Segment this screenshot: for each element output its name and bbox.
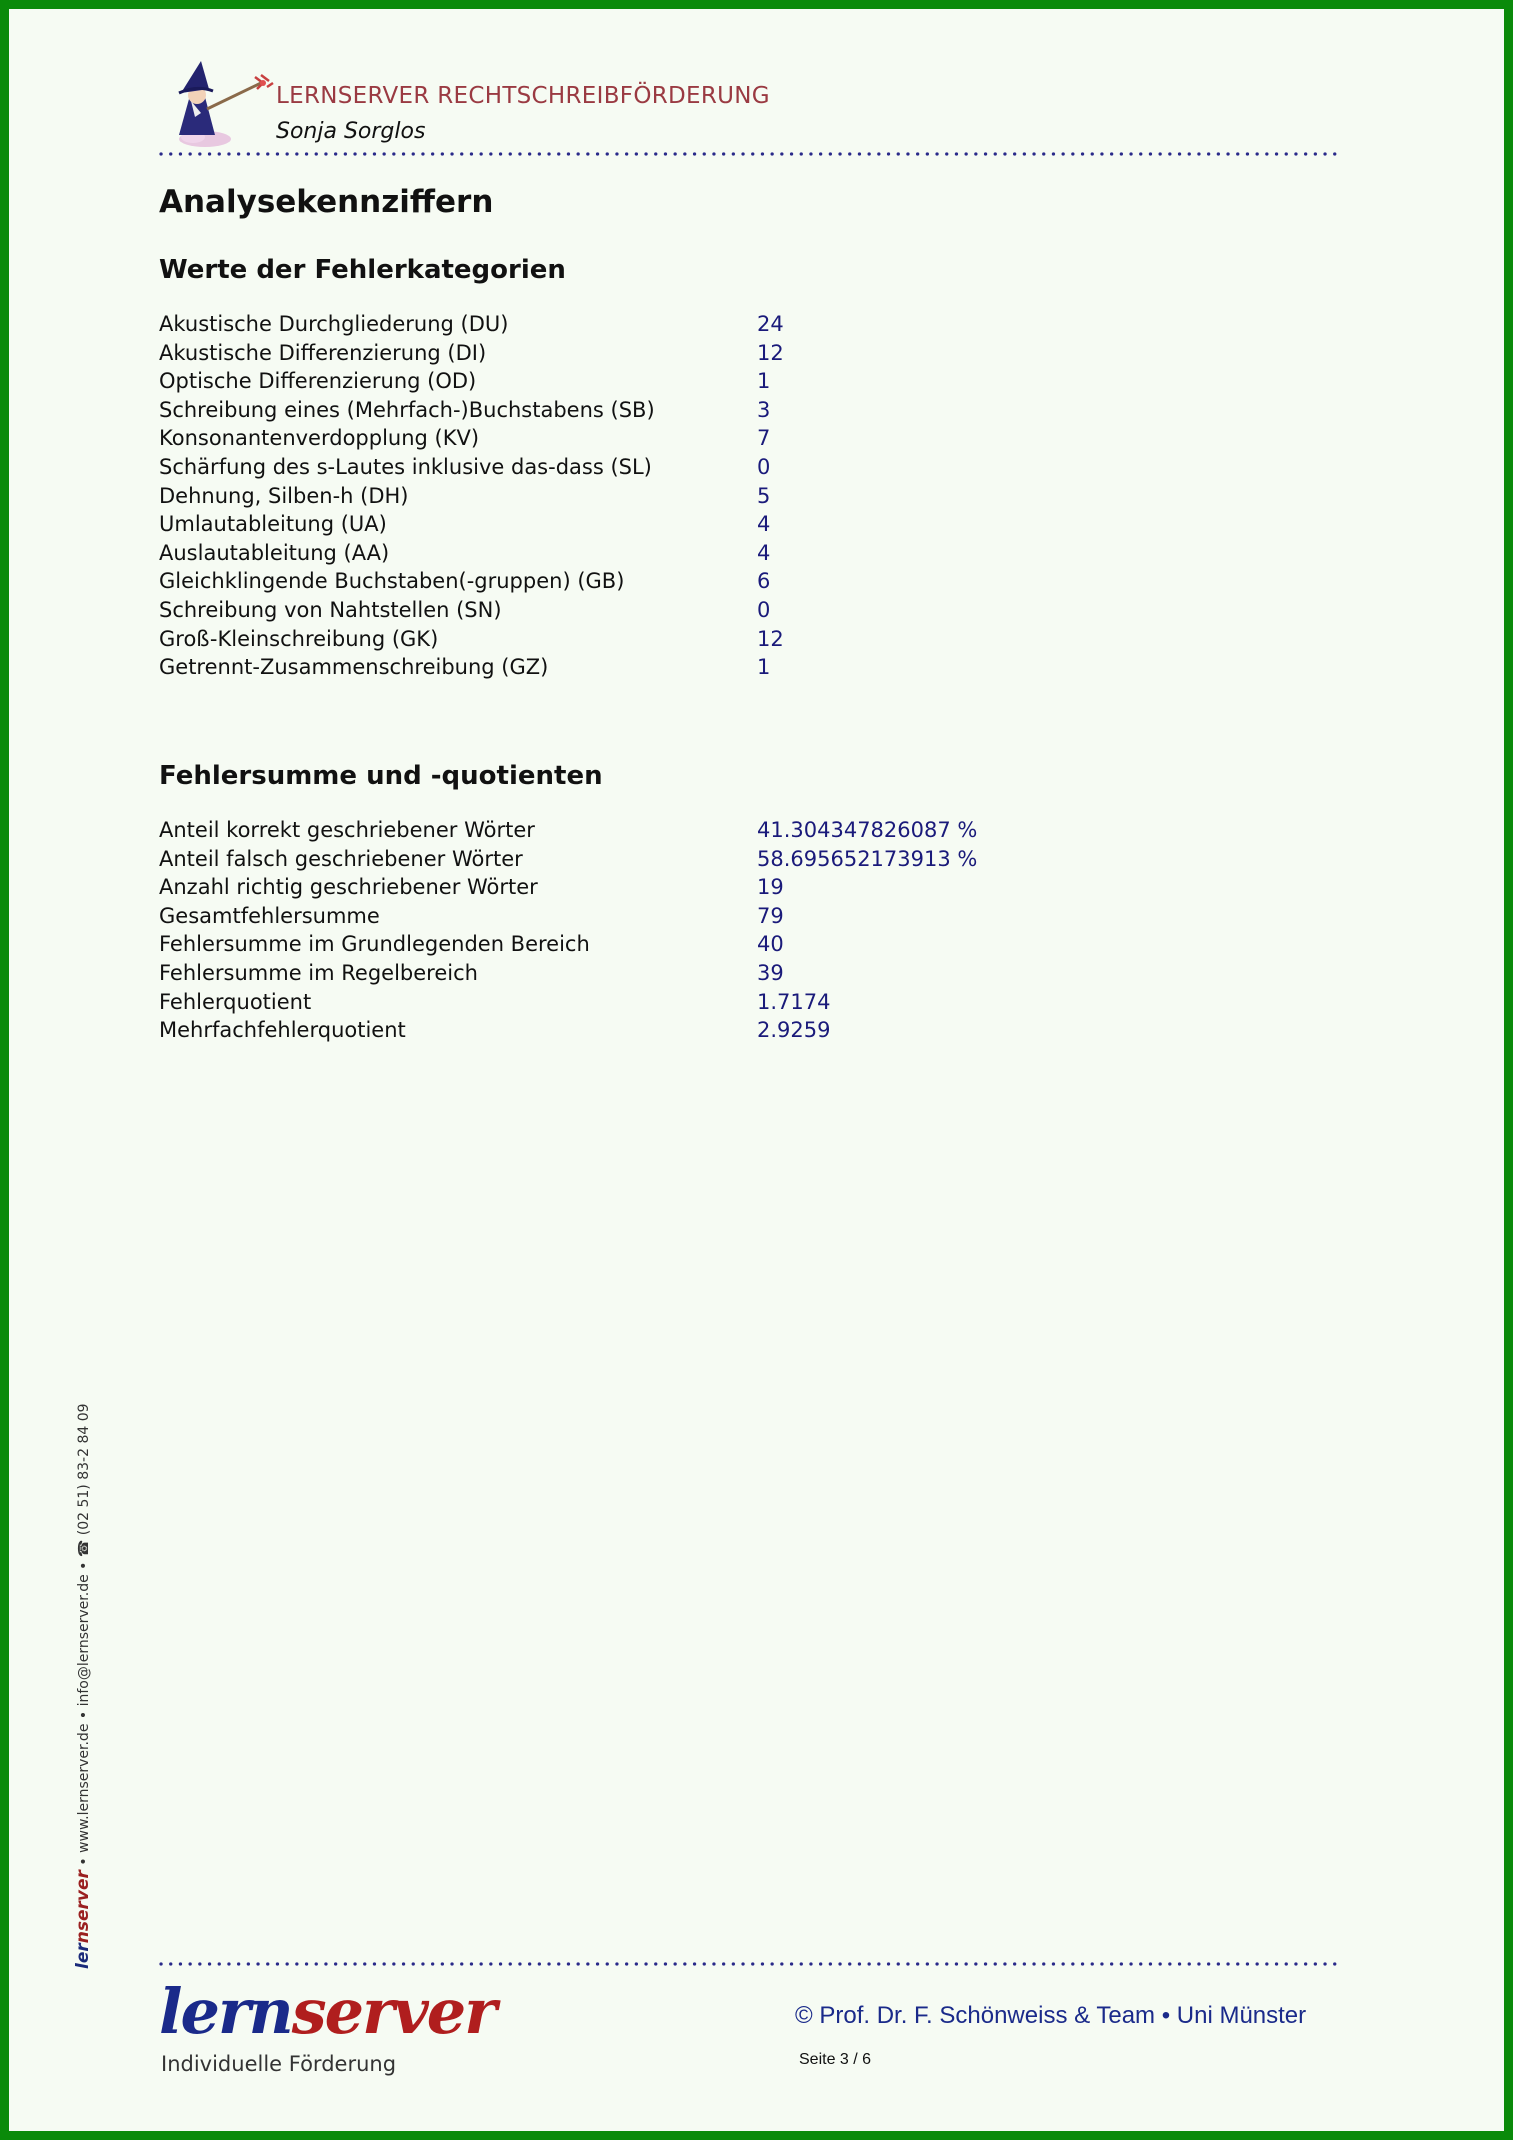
table-row — [159, 625, 1059, 654]
row-value: 1.7174 — [757, 989, 831, 1014]
brand-title: LERNSERVER RECHTSCHREIBFÖRDERUNG — [276, 83, 770, 109]
row-label: Anteil falsch geschriebener Wörter — [159, 846, 523, 871]
table-row — [159, 959, 1059, 988]
document-page — [9, 9, 1504, 2131]
row-label: Anteil korrekt geschriebener Wörter — [159, 818, 535, 842]
row-label: Anzahl richtig geschriebener Wörter — [159, 875, 538, 900]
row-value: 6 — [757, 569, 771, 594]
row-value: 12 — [757, 340, 784, 365]
table-row — [159, 653, 1059, 682]
footer-divider — [159, 1960, 1339, 1968]
sidebar-contact-text: • www.lernserver.de • info@lernserver.de • ☎ (02 51) 83-2 84 09 — [76, 1403, 92, 1866]
row-value: 24 — [757, 312, 784, 336]
sum-heading: Fehlersumme und -quotienten — [159, 761, 603, 791]
row-label: Akustische Durchgliederung (DU) — [159, 312, 509, 336]
row-value: 4 — [757, 512, 771, 537]
table-row — [159, 567, 1059, 596]
table-row — [159, 930, 1059, 959]
table-row — [159, 310, 1059, 339]
row-label: Optische Differenzierung (OD) — [159, 369, 477, 394]
row-label: Schärfung des s-Lautes inklusive das-dass (SL) — [159, 454, 652, 479]
row-label: Dehnung, Silben-h (DH) — [159, 483, 409, 508]
table-row — [159, 396, 1059, 425]
sidebar-contact — [73, 1403, 93, 1969]
row-label: Fehlersumme im Regelbereich — [159, 960, 478, 985]
table-row — [159, 453, 1059, 482]
row-value: 39 — [757, 960, 784, 985]
categories-heading: Werte der Fehlerkategorien — [159, 255, 566, 285]
table-row — [159, 988, 1059, 1017]
sidebar-logo: lernserver — [73, 1870, 93, 1969]
table-row — [159, 596, 1059, 625]
table-row — [159, 539, 1059, 568]
row-value: 19 — [757, 875, 784, 900]
row-label: Auslautableitung (AA) — [159, 540, 390, 565]
row-value: 12 — [757, 626, 784, 651]
row-label: Groß-Kleinschreibung (GK) — [159, 626, 439, 651]
table-row — [159, 367, 1059, 396]
footer-logo-server: server — [291, 1975, 495, 2048]
row-value: 0 — [757, 597, 771, 622]
footer-logo — [159, 1975, 495, 2048]
row-value: 41.304347826087 % — [757, 818, 978, 842]
table-row — [159, 873, 1059, 902]
page-number: Seite 3 / 6 — [799, 2051, 872, 2068]
table-row — [159, 424, 1059, 453]
row-label: Gesamtfehlersumme — [159, 903, 380, 928]
row-label: Mehrfachfehlerquotient — [159, 1018, 406, 1043]
student-name: Sonja Sorglos — [276, 119, 426, 144]
table-row — [159, 1016, 1059, 1045]
row-label: Gleichklingende Buchstaben(-gruppen) (GB) — [159, 569, 625, 594]
table-row — [159, 816, 1059, 845]
header-divider — [159, 150, 1339, 158]
row-value: 1 — [757, 655, 771, 680]
row-value: 1 — [757, 369, 771, 394]
row-value: 40 — [757, 932, 784, 957]
table-row — [159, 339, 1059, 368]
row-value: 5 — [757, 483, 771, 508]
row-value: 2.9259 — [757, 1018, 831, 1043]
row-value: 3 — [757, 397, 771, 422]
footer-tagline: Individuelle Förderung — [161, 2052, 397, 2076]
footer-credit: © Prof. Dr. F. Schönweiss & Team • Uni Münster — [795, 2002, 1307, 2029]
row-value: 0 — [757, 454, 771, 479]
row-value: 58.695652173913 % — [757, 846, 978, 871]
row-label: Akustische Differenzierung (DI) — [159, 340, 487, 365]
row-label: Fehlersumme im Grundlegenden Bereich — [159, 932, 590, 957]
row-label: Fehlerquotient — [159, 989, 312, 1014]
categories-table — [159, 310, 1059, 682]
row-value: 4 — [757, 540, 771, 565]
row-label: Schreibung eines (Mehrfach-)Buchstabens (SB) — [159, 397, 655, 422]
table-row — [159, 482, 1059, 511]
page-title: Analysekennziffern — [159, 184, 494, 220]
footer-logo-lern: lern — [159, 1975, 292, 2048]
table-row — [159, 510, 1059, 539]
table-row — [159, 845, 1059, 874]
row-label: Schreibung von Nahtstellen (SN) — [159, 597, 502, 622]
table-row — [159, 902, 1059, 931]
row-label: Umlautableitung (UA) — [159, 512, 387, 537]
row-label: Konsonantenverdopplung (KV) — [159, 426, 480, 451]
sum-table — [159, 816, 1059, 1045]
wizard-logo-icon — [157, 57, 275, 149]
row-label: Getrennt-Zusammenschreibung (GZ) — [159, 655, 549, 680]
row-value: 79 — [757, 903, 784, 928]
row-value: 7 — [757, 426, 771, 451]
